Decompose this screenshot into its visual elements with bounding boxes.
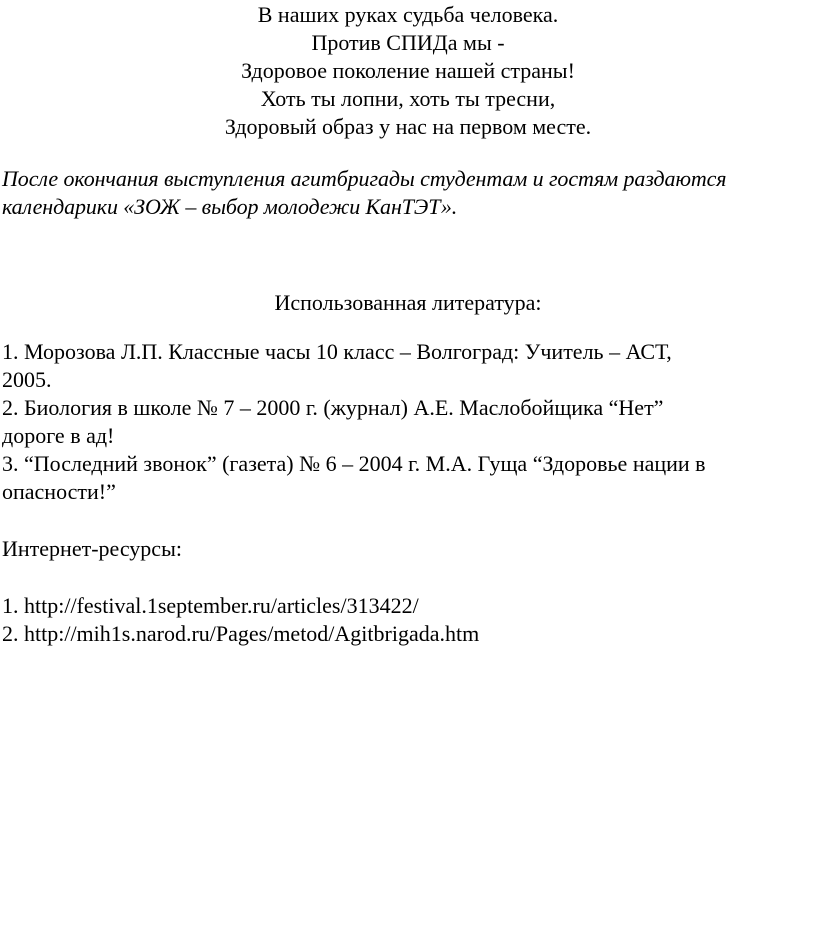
literature-item [2,394,814,450]
internet-link[interactable]: 2. http://mih1s.narod.ru/Pages/metod/Agitbrigada.htm [2,621,480,646]
literature-heading: Использованная литература: [274,290,542,315]
poem-line: В наших руках судьба человека. [257,2,559,27]
literature-item-line: 1. Морозова Л.П. Классные часы 10 класс – Волгоград: Учитель – АСТ, [2,339,672,364]
note-line: календарики «ЗОЖ – выбор молодежи КанТЭТ». [2,194,458,219]
internet-resources-heading: Интернет-ресурсы: [2,536,182,561]
note-line: После окончания выступления агитбригады студентам и гостям раздаются [2,166,727,191]
poem-line: Против СПИДа мы - [311,30,505,55]
italic-note [2,165,814,221]
literature-item-line: опасности!” [2,479,116,504]
literature-item [2,338,814,394]
poem-line: Здоровый образ у нас на первом месте. [224,114,592,139]
literature-item-line: 3. “Последний звонок” (газета) № 6 – 2004 г. М.А. Гуща “Здоровье нации в [2,451,706,476]
internet-links-list [2,592,814,648]
literature-item-line: 2005. [2,367,52,392]
literature-item [2,450,814,506]
literature-item-line: 2. Биология в школе № 7 – 2000 г. (журнал) А.Е. Маслобойщика “Нет” [2,395,664,420]
poem-block [0,1,816,141]
internet-link[interactable]: 1. http://festival.1september.ru/articles/313422/ [2,593,419,618]
poem-line: Хоть ты лопни, хоть ты тресни, [260,86,556,111]
literature-list [2,338,814,506]
literature-item-line: дороге в ад! [2,423,115,448]
poem-line: Здоровое поколение нашей страны! [241,58,575,83]
